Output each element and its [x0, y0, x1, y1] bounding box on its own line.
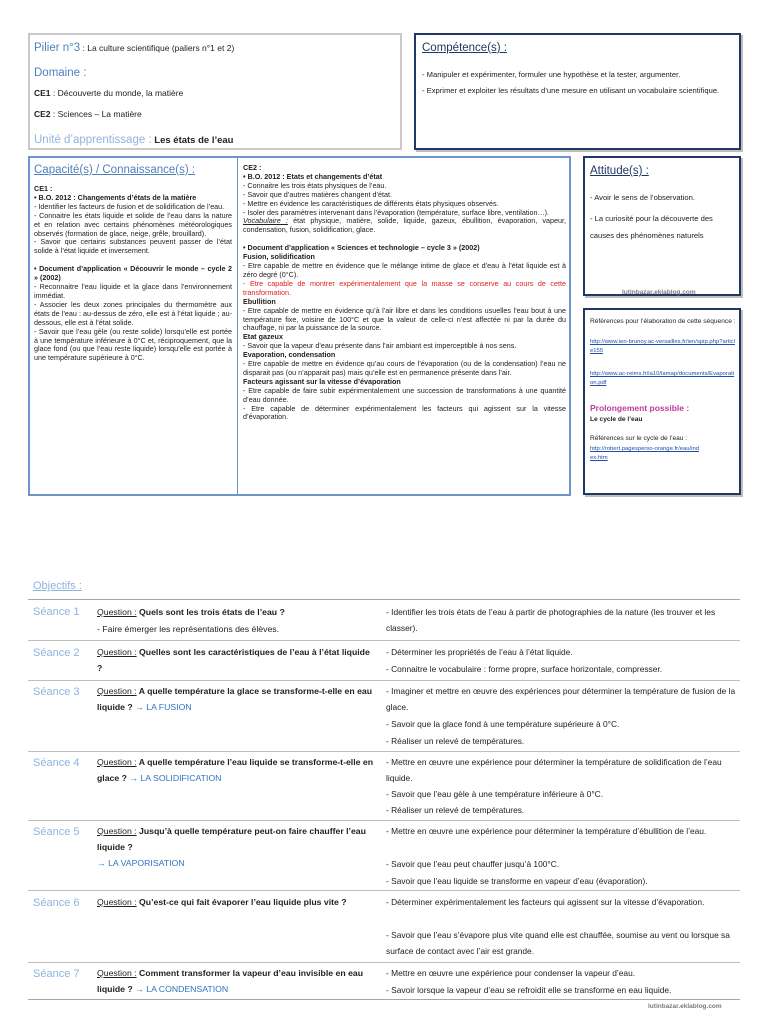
seance-6-objective: - Déterminer expérimentalement les facteurs qui agissent sur la vitesse d’évaporation. — [386, 897, 705, 907]
ce2-facteurs-heading: Facteurs agissant sur la vitesse d’évaporation — [243, 376, 401, 386]
capacites-ce2-column — [243, 164, 566, 422]
ce2-gaz-line: - Savoir que la vapeur d’eau présente dans l’air ambiant est imperceptible à nos sens. — [243, 341, 517, 351]
ce2-evap-line: - Etre capable de mettre en évidence qu’au cours de l’évaporation (ou de la condensation) l’eau ne disparait pas (ou n’apparait pas) mais qu’elle est en permanence présente dans l’air. — [243, 359, 566, 377]
attitudes-box — [583, 156, 741, 296]
watermark-bottom: lutinbazar.eklablog.com — [648, 1003, 722, 1010]
seance-7-arrow: → LA CONDENSATION — [135, 984, 229, 994]
seance-4-objective: - Réaliser un relevé de températures. — [386, 805, 525, 815]
objectifs-title: Objectifs : — [33, 580, 82, 592]
seance-3-question — [97, 683, 382, 715]
ce2-bo-heading: • B.O. 2012 : Etats et changements d’état — [243, 171, 383, 181]
seance-2-question-text: Quelles sont les caractéristiques de l’eau à l’état liquide ? — [97, 647, 370, 673]
seance-7-objective: - Savoir lorsque la vapeur d’eau se refroidit elle se transforme en eau liquide. — [386, 985, 672, 995]
seance-1-objective: - Identifier les trois états de l’eau à partir de photographies de la nature (les trouver et les classer). — [386, 607, 716, 633]
seance-7-question-label: Question : — [97, 968, 137, 978]
ce1-bo-heading: • B.O. 2012 : Changements d’états de la matière — [34, 192, 197, 202]
references-heading: Références pour l’élaboration de cette séquence : — [590, 318, 736, 325]
seance-5-question-label: Question : — [97, 826, 137, 836]
seance-3-objective: - Imaginer et mettre en œuvre des expériences pour déterminer la température de fusion de la glace. — [386, 686, 736, 712]
seance-6-objective: - Savoir que l’eau s’évapore plus vite quand elle est chauffée, soumise au vent ou lorsque sa surface de contact avec l’air est grande. — [386, 930, 730, 956]
domaine-ce2 — [34, 109, 142, 119]
ce1-doc-line: - Associer les deux zones principales du thermomètre aux états de l’eau : au-dessus de zéro, elle est à l’état liquide ; au-dessous, elle est à l’état solide. — [34, 299, 232, 327]
ce2-fusion-red-line: - Etre capable de montrer expérimentalement que la masse se conserve au cours de cette transformation. — [243, 278, 566, 297]
competences-item-1: - Manipuler et expérimenter, formuler une hypothèse et la tester, argumenter. — [422, 70, 681, 79]
objectifs-rule — [28, 599, 740, 600]
seance-5-objective: - Savoir que l’eau peut chauffer jusqu’à 100°C. — [386, 859, 560, 869]
seance-divider — [28, 820, 740, 821]
seance-4-question-label: Question : — [97, 757, 137, 767]
ce2-bo-line: - Mettre en évidence les caractéristiques de différents états physiques observés. — [243, 198, 499, 208]
seance-3-objective: - Savoir que la glace fond à une température supérieure à 0°C. — [386, 719, 620, 729]
seance-4-question — [97, 754, 377, 786]
ce2-ebullition-heading: Ebullition — [243, 296, 276, 306]
attitudes-item-1: - Avoir le sens de l’observation. — [590, 193, 695, 202]
ce2-vocab-text: état physique, matière, solide, liquide, gazeux, ébullition, évaporation, vapeur, condensation, fusion, solidification, glace. — [243, 216, 566, 235]
cycle-references-heading: Références sur le cycle de l’eau : — [590, 435, 688, 442]
capacites-ce1-column — [34, 164, 232, 363]
seance-6-question — [97, 894, 377, 910]
ce2-bo-line: - Savoir que d’autres matières changent d’état. — [243, 189, 393, 199]
unite-text: Les états de l’eau — [151, 135, 234, 146]
ce1-bo-line: - Identifier les facteurs de fusion et de solidification de l’eau. — [34, 201, 225, 211]
seance-3-label: Séance 3 — [33, 686, 80, 698]
capacites-title: Capacité(s) / Connaissance(s) : — [34, 164, 196, 176]
domaine-ce1-text: : Découverte du monde, la matière — [50, 88, 184, 98]
seance-2-objective: - Connaitre le vocabulaire : forme propre, surface horizontale, compresser. — [386, 664, 663, 674]
reference-link-ien-brunoy[interactable]: http://www.ien-brunoy.ac-versailles.fr/ien/spip.php?article155 — [590, 339, 735, 354]
domaine-ce2-text: : Sciences – La matière — [50, 109, 142, 119]
attitudes-item-2: - La curiosité pour la découverte des causes des phénomènes naturels — [590, 214, 713, 240]
seance-7-question-text: Comment transformer la vapeur d’eau invisible en eau liquide ? — [97, 968, 364, 994]
seance-1-label: Séance 1 — [33, 606, 80, 618]
seance-4-question-text: A quelle température l’eau liquide se transforme-t-elle en glace ? — [97, 757, 374, 783]
seance-1-question — [97, 604, 367, 620]
ce2-vocab — [243, 217, 566, 235]
seance-2-objective: - Déterminer les propriétés de l’eau à l’état liquide. — [386, 647, 573, 657]
reference-link-ac-reims[interactable]: http://www.ac-reims.fr/ia10/lamap/documents/Evaporation.pdf — [590, 371, 735, 386]
seance-divider — [28, 890, 740, 891]
seance-6-question-label: Question : — [97, 897, 137, 907]
watermark-top: lutinbazar.eklablog.com — [622, 289, 696, 296]
seance-1-question-label: Question : — [97, 607, 137, 617]
seance-7-label: Séance 7 — [33, 968, 80, 980]
seance-2-question-label: Question : — [97, 647, 137, 657]
ce1-doc-line: - Reconnaitre l’eau liquide et la glace dans l’environnement immédiat. — [34, 282, 232, 300]
seance-5-question-text: Jusqu’à quelle température peut-on faire chauffer l’eau liquide ? — [97, 826, 366, 852]
ce2-bo-line: - Isoler des paramètres intervenant dans l’évaporation (température, surface libre, ventilation…). — [243, 207, 550, 217]
ce1-bo-line: - Savoir que certains substances peuvent passer de l’état solide à l’état liquide et inversement. — [34, 237, 232, 256]
seance-7-question — [97, 965, 377, 997]
ce2-vocab-label: Vocabulaire : — [243, 216, 288, 226]
seance-4-arrow: → LA SOLIDIFICATION — [129, 773, 222, 783]
seance-6-question-text: Qu’est-ce qui fait évaporer l’eau liquide plus vite ? — [136, 897, 347, 907]
seance-1-question-text: Quels sont les trois états de l’eau ? — [136, 607, 285, 617]
seance-5-objective: - Savoir que l’eau liquide se transforme en vapeur d’eau (évaporation). — [386, 876, 648, 886]
competences-box — [414, 33, 741, 150]
pilier-text: : La culture scientifique (paliers n°1 et 2) — [80, 43, 235, 53]
ce2-fusion-heading: Fusion, solidification — [243, 252, 315, 262]
ce2-label: CE2 : — [243, 163, 262, 172]
attitudes-title: Attitude(s) : — [590, 165, 649, 177]
ce2-doc-heading: • Document d’application « Sciences et technologie – cycle 3 » (2002) — [243, 243, 480, 253]
seance-divider — [28, 640, 740, 641]
pilier-label: Pilier n°3 — [34, 42, 81, 54]
capacites-box — [28, 156, 571, 496]
pilier-line — [34, 42, 234, 54]
seance-4-objective: - Mettre en œuvre une expérience pour déterminer la température de solidification de l’eau liquide. — [386, 757, 722, 783]
references-box — [583, 308, 741, 495]
seance-5-label: Séance 5 — [33, 826, 80, 838]
seance-divider — [28, 680, 740, 681]
domaine-ce1-label: CE1 — [34, 88, 51, 98]
seance-2-question — [97, 644, 372, 676]
capacites-col-divider — [237, 158, 238, 494]
unite-label: Unité d’apprentissage : — [34, 134, 152, 146]
domaine-ce1 — [34, 88, 183, 98]
seance-3-question-text: A quelle température la glace se transforme-t-elle en eau liquide ? — [97, 686, 373, 712]
seance-7-objective: - Mettre en œuvre une expérience pour condenser la vapeur d’eau. — [386, 968, 636, 978]
seance-4-label: Séance 4 — [33, 757, 80, 769]
seance-4-objective: - Savoir que l’eau gèle à une température inférieure à 0°C. — [386, 789, 604, 799]
unite-line — [34, 130, 233, 148]
competences-item-2: - Exprimer et exploiter les résultats d’une mesure en utilisant un vocabulaire scientifique. — [422, 86, 720, 95]
ce1-doc-line: - Savoir que l’eau gèle (ou reste solide) lorsqu’elle est portée à une température inférieure à 0°C et, réciproquement, que la glace fond (ou que l’eau reste liquide) lorsqu’elle est portée à une température supérieure à 0°C. — [34, 326, 232, 363]
seance-5-question — [97, 823, 372, 855]
ce2-fusion-line: - Etre capable de mettre en évidence que le mélange intime de glace et d’eau à l’état liquide est à zéro degré (0°C). — [243, 261, 566, 279]
competences-title: Compétence(s) : — [422, 42, 508, 54]
seance-divider — [28, 751, 740, 752]
seance-3-arrow: → LA FUSION — [135, 702, 192, 712]
prolongement-text: Le cycle de l’eau — [590, 416, 643, 423]
ce2-facteurs-line: - Etre capable de déterminer expérimentalement les facteurs qui agissent sur la vitesse d’évaporation. — [243, 403, 566, 422]
ce1-label: CE1 : — [34, 184, 53, 193]
seance-5-arrow: → LA VAPORISATION — [97, 858, 185, 868]
ce1-bo-line: - Connaitre les états liquide et solide de l’eau dans la nature et en relation avec certains phénomènes météorologiques observés (formation de glace, neige, grêle, brouillard). — [34, 210, 232, 238]
ce1-doc-heading: • Document d’application « Découvrir le monde – cycle 2 » (2002) — [34, 264, 232, 283]
domaine-ce2-label: CE2 — [34, 109, 51, 119]
seance-5-objective: - Mettre en œuvre une expérience pour déterminer la température d’ébullition de l’eau. — [386, 826, 707, 836]
reference-link-cycle-eau[interactable]: http://robert.pagesperso-orange.fr/eau/index.htm — [590, 446, 700, 461]
seance-3-question-label: Question : — [97, 686, 137, 696]
pilier-box — [28, 33, 402, 150]
ce2-facteurs-line: - Etre capable de faire subir expérimentalement une succession de transformations à une quantité d’eau donnée. — [243, 385, 566, 404]
prolongement-label: Prolongement possible : — [590, 403, 690, 413]
seance-2-label: Séance 2 — [33, 647, 80, 659]
seance-1-extra: - Faire émerger les représentations des élèves. — [97, 624, 280, 634]
ce2-gaz-heading: Etat gazeux — [243, 332, 283, 342]
ce2-ebullition-line: - Etre capable de mettre en évidence qu’à l’air libre et dans les conditions usuelles l’eau bout à une température fixe, voisine de 100°C et que la valeur de celle-ci n’est affectée ni par la durée du chauffage, ni par la puissance de la source. — [243, 305, 566, 333]
seance-6-label: Séance 6 — [33, 897, 80, 909]
domaine-label: Domaine : — [34, 67, 87, 79]
ce2-bo-line: - Connaitre les trois états physiques de l’eau. — [243, 180, 387, 190]
ce2-evap-heading: Evaporation, condensation — [243, 350, 336, 360]
seance-divider — [28, 962, 740, 963]
seance-3-objective: - Réaliser un relevé de températures. — [386, 736, 525, 746]
seance-divider — [28, 999, 740, 1000]
